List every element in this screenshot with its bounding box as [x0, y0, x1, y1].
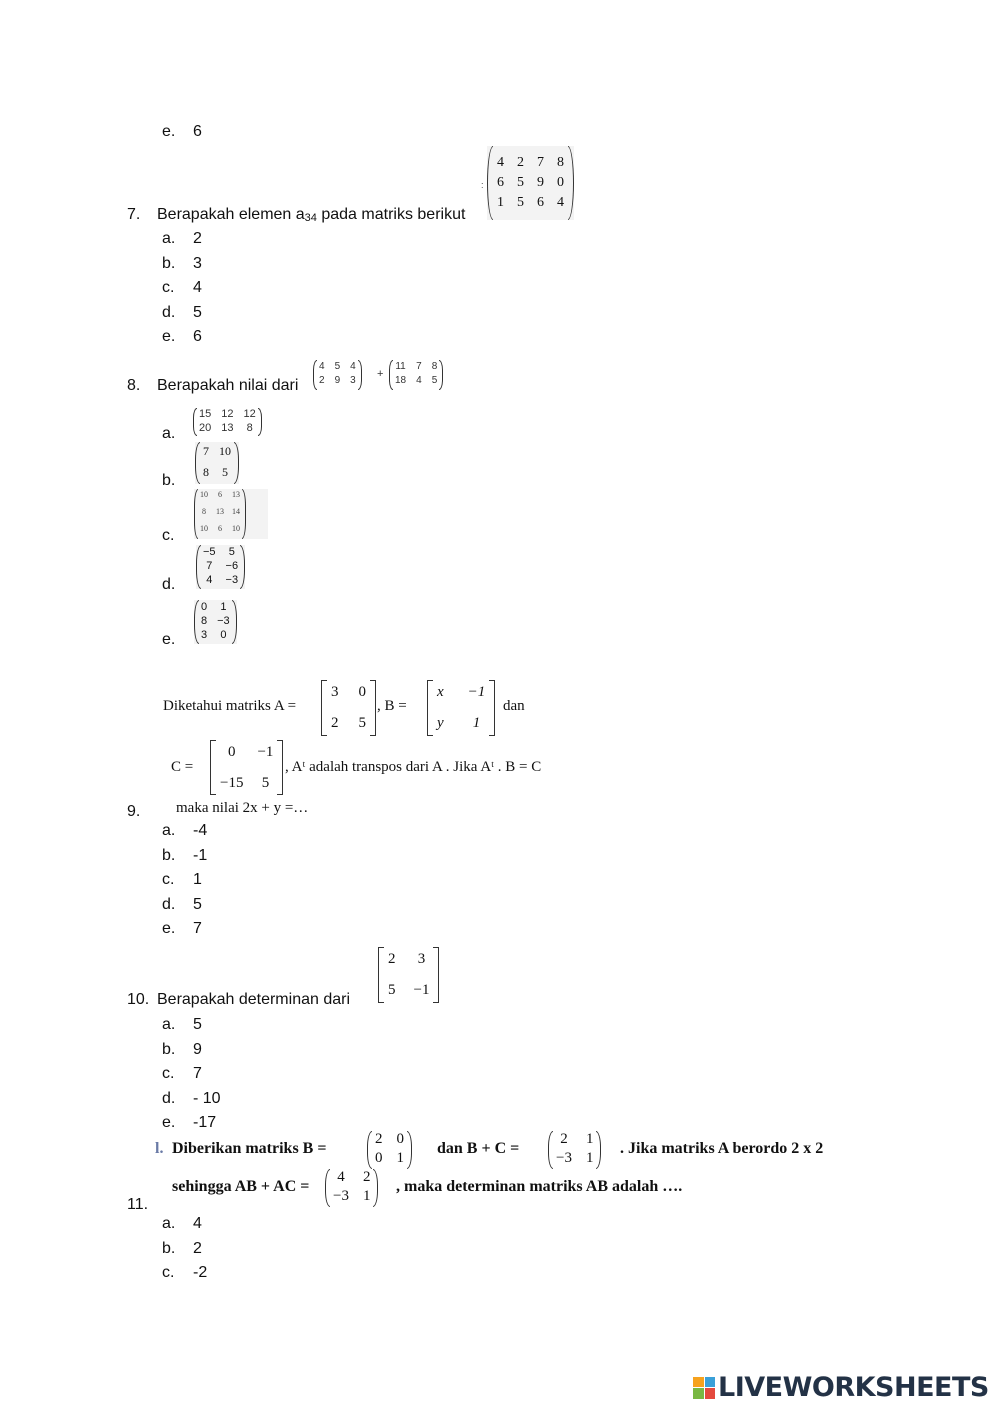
- q8-matrix-left: [313, 360, 362, 390]
- matrix-cell: 1: [497, 195, 504, 210]
- matrix-cell: −15: [220, 774, 244, 791]
- q7-text-after: pada matriks berikut: [316, 206, 466, 223]
- matrix-cell: 1: [585, 1150, 594, 1166]
- matrix-cell: 7: [537, 155, 544, 170]
- matrix-cell: 7: [203, 444, 209, 458]
- matrix-prefix-mark: :: [481, 180, 484, 190]
- q11-line1-a: Diberikan matriks B =: [172, 1140, 327, 1157]
- matrix-cell: 2: [319, 375, 325, 386]
- matrix-cell: 3: [350, 375, 356, 386]
- q10-matrix: [378, 947, 439, 1003]
- option-letter: a.: [162, 1215, 176, 1232]
- q11-number-line: [127, 1195, 148, 1215]
- question-number: 11.: [127, 1196, 149, 1213]
- matrix-cell: 8: [201, 615, 208, 627]
- logo-mark-square: [693, 1377, 704, 1388]
- q8-option-c: [162, 526, 174, 546]
- matrix-cell: 0: [201, 601, 208, 613]
- option-letter: c.: [162, 1065, 175, 1082]
- option-value: 2: [193, 1239, 202, 1257]
- matrix-cell: 9: [334, 375, 341, 386]
- matrix-cell: 7: [416, 361, 422, 372]
- q9-line2-prefix: C =: [171, 759, 194, 775]
- q9-line3: maka nilai 2x + y =…: [176, 800, 309, 816]
- matrix-cell: 4: [497, 155, 504, 170]
- question-text: Berapakah determinan dari: [157, 991, 351, 1008]
- matrix-cell: 1: [585, 1131, 594, 1147]
- matrix-cell: −3: [217, 615, 230, 627]
- option-value: 1: [193, 871, 202, 888]
- matrix-cell: 4: [319, 361, 325, 372]
- q9-matrix-A: [321, 680, 376, 736]
- q7-subscript: 34: [304, 212, 317, 224]
- matrix-cell: 12: [243, 408, 256, 420]
- matrix-cell: 4: [206, 574, 213, 586]
- option-letter: d.: [162, 303, 176, 321]
- option-letter: d.: [162, 1089, 176, 1107]
- liveworksheets-logo[interactable]: [693, 1372, 989, 1403]
- option-value: 2: [193, 230, 202, 247]
- question-number: 9.: [127, 803, 141, 820]
- option-value: 5: [193, 303, 202, 321]
- q11-line1-c: . Jika matriks A berordo 2 x 2: [620, 1140, 824, 1157]
- logo-mark-icon: [693, 1377, 715, 1399]
- option-letter: b.: [162, 846, 176, 864]
- question-number: 8.: [127, 377, 141, 394]
- matrix-cell: 4: [350, 361, 356, 372]
- matrix-cell: 8: [557, 155, 564, 170]
- matrix-cell: −6: [225, 560, 239, 572]
- matrix-cell: 0: [220, 629, 227, 641]
- matrix-cell: 6: [537, 195, 544, 210]
- matrix-cell: 5: [261, 774, 270, 791]
- matrix-cell: 12: [221, 408, 234, 420]
- logo-mark-square: [693, 1388, 704, 1399]
- matrix-cell: 9: [537, 175, 544, 190]
- option-letter: c.: [162, 1264, 175, 1281]
- matrix-cell: 5: [517, 175, 524, 190]
- q11-matrix-B: [367, 1131, 412, 1169]
- option-value: 6: [193, 123, 202, 140]
- matrix-cell: 2: [375, 1131, 383, 1147]
- option-value: -1: [193, 846, 208, 864]
- option-letter: a.: [162, 425, 176, 442]
- matrix-cell: 5: [358, 715, 366, 731]
- matrix-cell: −1: [257, 743, 274, 760]
- matrix-cell: 4: [337, 1169, 345, 1185]
- option-value: 9: [193, 1040, 202, 1058]
- matrix-cell: 10: [219, 444, 231, 458]
- matrix-cell: 2: [362, 1169, 371, 1185]
- option-letter: c.: [162, 279, 175, 296]
- q10-stem: [127, 990, 351, 1010]
- option-letter: a.: [162, 1016, 176, 1033]
- matrix-cell: 0: [396, 1131, 404, 1147]
- question-text: [157, 205, 465, 228]
- q8-option-d-matrix: [196, 545, 245, 589]
- matrix-cell: y: [437, 715, 444, 731]
- option-letter: e.: [162, 1114, 176, 1131]
- matrix-cell: 8: [202, 507, 206, 516]
- q9-number-line: [127, 802, 140, 822]
- q9-line1-prefix: Diketahui matriks A =: [163, 698, 297, 714]
- matrix-cell: −3: [556, 1150, 572, 1166]
- matrix-cell: 1: [472, 715, 481, 731]
- option-value: 4: [193, 279, 202, 296]
- matrix-cell: 1: [362, 1188, 371, 1204]
- matrix-cell: 0: [358, 684, 366, 700]
- q8-option-d: [162, 575, 175, 595]
- matrix-cell: 15: [199, 408, 212, 420]
- matrix-cell: 2: [560, 1131, 568, 1147]
- q8-option-c-matrix: [194, 489, 268, 539]
- q9-line1-suffix: dan: [503, 698, 525, 714]
- option-value: -4: [193, 822, 208, 839]
- option-letter: b.: [162, 1239, 176, 1257]
- matrix-cell: −1: [467, 684, 486, 700]
- matrix-cell: 5: [334, 361, 341, 372]
- matrix-cell: 3: [331, 684, 339, 700]
- matrix-cell: 18: [395, 375, 407, 386]
- matrix-cell: 5: [228, 546, 235, 558]
- option-value: 6: [193, 328, 202, 345]
- logo-mark-square: [705, 1377, 716, 1388]
- q9-matrix-B: [427, 680, 495, 736]
- option-letter: e.: [162, 328, 176, 345]
- option-value: -17: [193, 1114, 217, 1131]
- q9-matrix-C: [210, 740, 283, 795]
- option-value: 3: [193, 254, 202, 272]
- q8-option-a: [162, 424, 175, 444]
- matrix-cell: 2: [331, 715, 339, 731]
- option-letter: b.: [162, 472, 176, 489]
- matrix-cell: 4: [557, 195, 564, 210]
- q11-matrix-BC: [548, 1131, 601, 1169]
- q8-option-b: [162, 471, 175, 491]
- q11-line2-b: , maka determinan matriks AB adalah ….: [396, 1178, 683, 1195]
- option-letter: e.: [162, 631, 176, 648]
- matrix-cell: 11: [395, 361, 406, 372]
- matrix-cell: 5: [431, 375, 438, 386]
- q8-option-e-matrix: [194, 600, 237, 644]
- option-value: 7: [193, 1065, 202, 1082]
- plus-sign: +: [377, 368, 384, 380]
- option-letter: a.: [162, 230, 176, 247]
- matrix-cell: 4: [416, 375, 422, 386]
- matrix-cell: 8: [203, 465, 209, 479]
- q9-line1-mid: , B =: [377, 698, 407, 714]
- option-value: 5: [193, 1016, 202, 1033]
- matrix-cell: 20: [199, 422, 212, 434]
- matrix-cell: 14: [232, 507, 240, 516]
- matrix-cell: 5: [222, 465, 228, 479]
- q8-option-a-matrix: [193, 408, 262, 436]
- matrix-cell: −3: [225, 574, 239, 586]
- q7-stem: [127, 205, 466, 225]
- matrix-cell: x: [437, 684, 444, 700]
- matrix-cell: 13: [232, 490, 240, 499]
- matrix-cell: 10: [232, 524, 240, 533]
- matrix-cell: 10: [200, 490, 208, 499]
- q9-line2-suffix: , Aᵗ adalah transpos dari A . Jika Aᵗ . B = C: [285, 759, 542, 775]
- matrix-cell: 0: [375, 1150, 383, 1166]
- matrix-cell: 13: [216, 507, 224, 516]
- option-letter: d.: [162, 895, 176, 913]
- option-value: 4: [193, 1215, 202, 1232]
- logo-wordmark: LIVEWORKSHEETS: [718, 1372, 989, 1403]
- q11-line1-b: dan B + C =: [437, 1140, 520, 1157]
- matrix-cell: 5: [388, 982, 396, 998]
- q8-matrix-right: [389, 360, 443, 390]
- option-letter: e.: [162, 123, 176, 140]
- q8-option-e: [162, 630, 175, 650]
- question-number: 7.: [127, 206, 141, 223]
- matrix-cell: −1: [413, 982, 430, 998]
- q8-stem: [127, 376, 299, 396]
- option-letter: c.: [162, 871, 175, 888]
- matrix-cell: 2: [517, 155, 524, 170]
- q11-line2-a: sehingga AB + AC =: [172, 1178, 310, 1195]
- matrix-cell: 8: [246, 422, 253, 434]
- matrix-cell: 13: [221, 422, 234, 434]
- logo-mark-square: [705, 1388, 716, 1399]
- q11-matrix-ABAC: [325, 1169, 378, 1207]
- matrix-cell: 7: [206, 560, 213, 572]
- option-letter: b.: [162, 1040, 176, 1058]
- question-number: 10.: [127, 991, 150, 1008]
- option-value: - 10: [193, 1089, 221, 1107]
- option-letter: d.: [162, 576, 176, 593]
- option-letter: c.: [162, 527, 175, 544]
- matrix-cell: 3: [201, 629, 208, 641]
- matrix-cell: 8: [431, 361, 438, 372]
- option-value: 5: [193, 895, 202, 913]
- q7-matrix: [487, 146, 574, 220]
- matrix-cell: −3: [333, 1188, 349, 1204]
- q8-option-b-matrix: [195, 442, 239, 484]
- q11-image-number-fragment: l.: [155, 1140, 164, 1157]
- option-value: 7: [193, 920, 202, 937]
- matrix-cell: 6: [497, 175, 504, 190]
- matrix-cell: 10: [200, 524, 208, 533]
- matrix-cell: 1: [220, 601, 227, 613]
- matrix-cell: 6: [218, 490, 222, 499]
- option-letter: b.: [162, 254, 176, 272]
- matrix-cell: 2: [388, 951, 396, 967]
- matrix-cell: 0: [557, 175, 564, 190]
- option-letter: e.: [162, 920, 176, 937]
- matrix-cell: 5: [517, 195, 524, 210]
- matrix-cell: 1: [396, 1150, 404, 1166]
- question-text: Berapakah nilai dari: [157, 377, 299, 394]
- option-value: -2: [193, 1264, 208, 1281]
- matrix-cell: 0: [227, 743, 236, 760]
- matrix-cell: −5: [203, 546, 216, 558]
- matrix-cell: 6: [218, 524, 222, 533]
- matrix-cell: 3: [417, 951, 426, 967]
- option-letter: a.: [162, 822, 176, 839]
- q7-text-before: Berapakah elemen a: [157, 206, 305, 223]
